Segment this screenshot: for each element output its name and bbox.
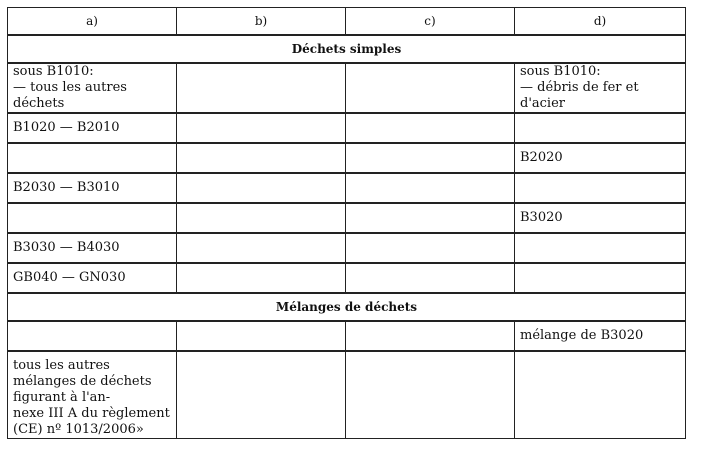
cell-d: mélange de B3020 — [515, 321, 686, 351]
cell-a: B1020 — B2010 — [8, 113, 177, 143]
table-row — [8, 263, 686, 293]
cell-a — [8, 321, 177, 351]
cell-d — [515, 233, 686, 263]
cell-d — [515, 173, 686, 203]
cell-c — [346, 351, 515, 439]
section-title: Déchets simples — [8, 35, 686, 63]
table-row — [8, 321, 686, 351]
cell-a — [8, 143, 177, 173]
section-header-waste-mixtures — [8, 293, 686, 321]
table-row — [8, 351, 686, 439]
cell-a: tous les autres mélanges de déchets figurant à l'an- nexe III A du règlement (CE) nº 1013/2006» — [8, 351, 177, 439]
cell-a — [8, 203, 177, 233]
table-row — [8, 173, 686, 203]
table-row — [8, 203, 686, 233]
cell-d — [515, 263, 686, 293]
header-row — [8, 8, 686, 36]
cell-d — [515, 113, 686, 143]
cell-c — [346, 203, 515, 233]
waste-classification-table — [7, 7, 686, 439]
cell-d: B2020 — [515, 143, 686, 173]
cell-d: sous B1010: — débris de fer et d'acier — [515, 63, 686, 113]
cell-c — [346, 263, 515, 293]
header-cell-c: c) — [346, 8, 515, 36]
section-title: Mélanges de déchets — [8, 293, 686, 321]
cell-d — [515, 351, 686, 439]
cell-c — [346, 233, 515, 263]
header-cell-b: b) — [177, 8, 346, 36]
table-wrapper — [7, 7, 685, 439]
cell-c — [346, 113, 515, 143]
cell-b — [177, 113, 346, 143]
cell-a: sous B1010: — tous les autres déchets — [8, 63, 177, 113]
cell-a: GB040 — GN030 — [8, 263, 177, 293]
table-row — [8, 143, 686, 173]
cell-b — [177, 233, 346, 263]
header-cell-d: d) — [515, 8, 686, 36]
cell-b — [177, 263, 346, 293]
cell-b — [177, 173, 346, 203]
section-header-simple-waste — [8, 35, 686, 63]
cell-a: B2030 — B3010 — [8, 173, 177, 203]
cell-d: B3020 — [515, 203, 686, 233]
cell-b — [177, 63, 346, 113]
cell-c — [346, 63, 515, 113]
cell-b — [177, 203, 346, 233]
cell-c — [346, 143, 515, 173]
header-cell-a: a) — [8, 8, 177, 36]
table-row — [8, 63, 686, 113]
table-row — [8, 113, 686, 143]
cell-c — [346, 173, 515, 203]
cell-b — [177, 351, 346, 439]
cell-a: B3030 — B4030 — [8, 233, 177, 263]
cell-b — [177, 321, 346, 351]
cell-c — [346, 321, 515, 351]
table-row — [8, 233, 686, 263]
cell-b — [177, 143, 346, 173]
